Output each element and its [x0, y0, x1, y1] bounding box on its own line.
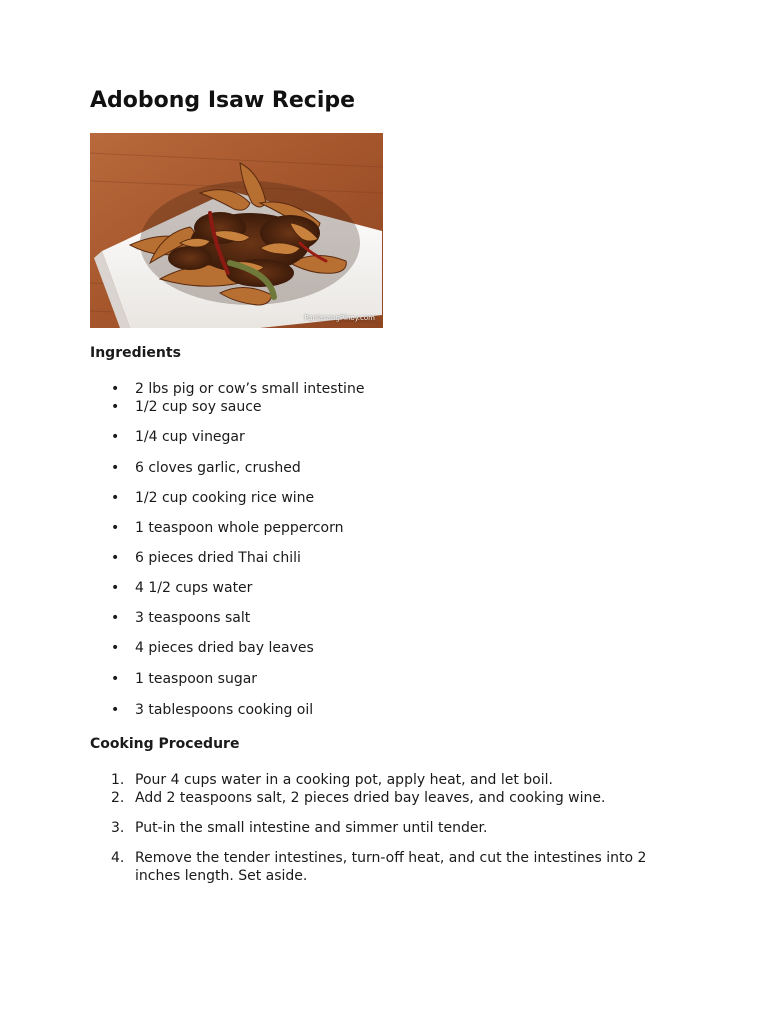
bullet-icon: •: [111, 671, 120, 687]
procedure-heading: Cooking Procedure: [90, 736, 240, 752]
bullet-icon: •: [111, 580, 120, 596]
bullet-icon: •: [111, 640, 120, 656]
bullet-icon: •: [111, 490, 120, 506]
bullet-icon: •: [111, 520, 120, 536]
bullet-icon: •: [111, 429, 120, 445]
bullet-icon: •: [111, 610, 120, 626]
bullet-icon: •: [111, 550, 120, 566]
dish-photo: [90, 133, 383, 328]
bullet-icon: •: [111, 399, 120, 415]
bullet-icon: •: [111, 381, 120, 397]
dish-illustration: [90, 133, 383, 328]
bullet-icon: •: [111, 460, 120, 476]
bullet-icon: •: [111, 702, 120, 718]
page-title: Adobong Isaw Recipe: [90, 88, 356, 113]
ingredients-heading: Ingredients: [90, 345, 181, 361]
photo-watermark: PanlasangPinoy.com: [304, 314, 375, 322]
